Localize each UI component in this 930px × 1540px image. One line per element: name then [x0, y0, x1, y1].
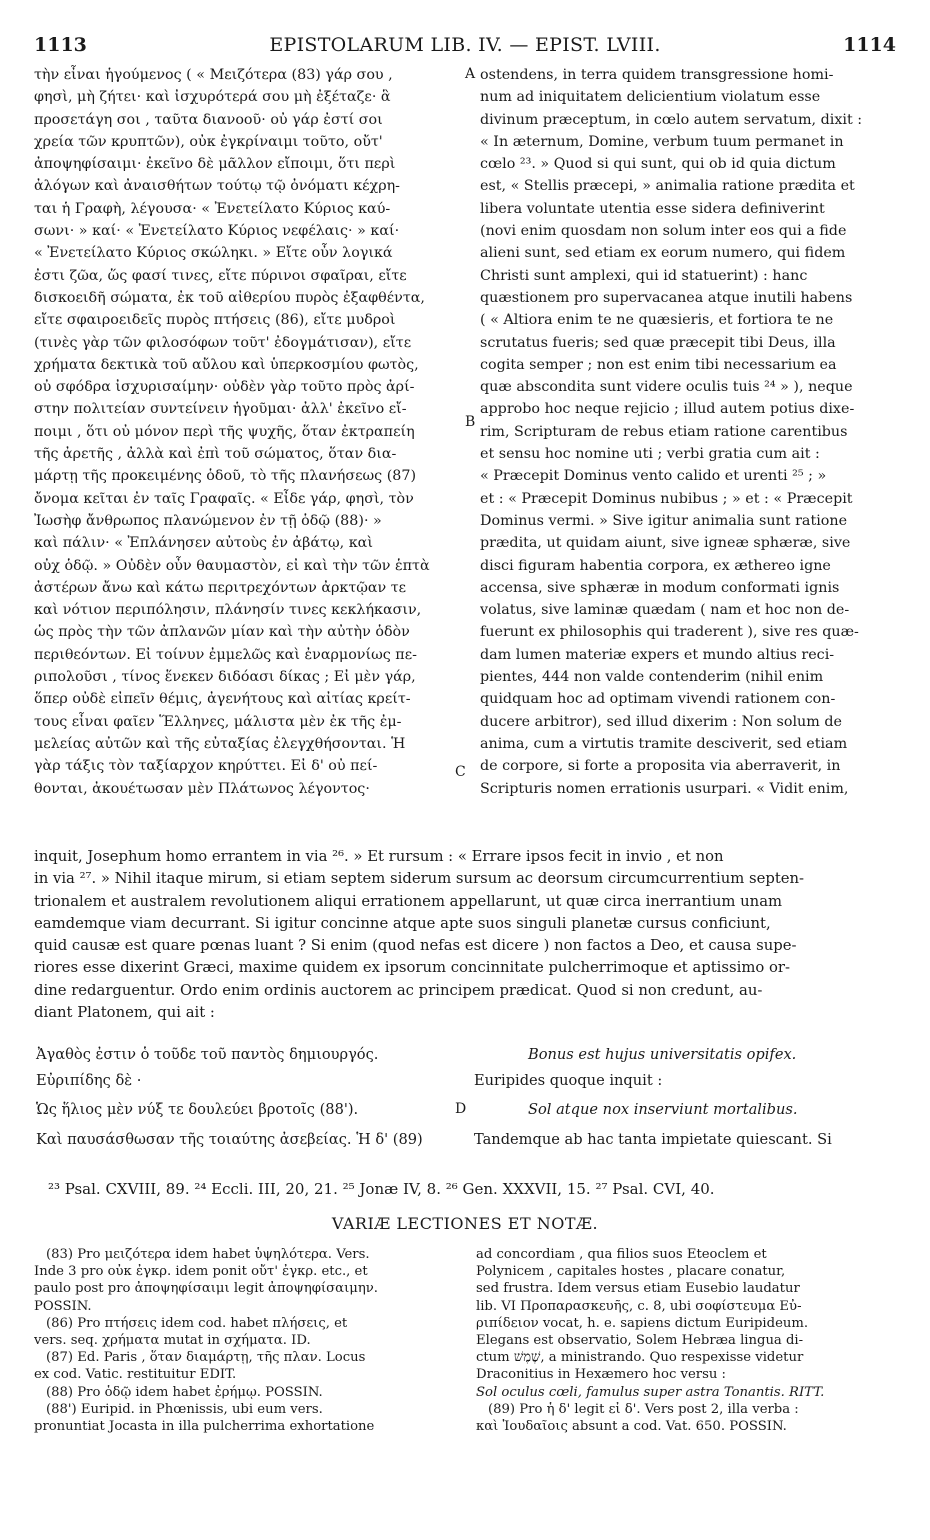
note-line: Draconitius in Hexæmero hoc versu : — [476, 1367, 726, 1383]
note-line: (89) Pro ἡ δ' legit εἰ δ'. Vers post 2, illa verba : — [488, 1401, 799, 1417]
note-line: pronuntiat Jocasta in illa pulcherrima exhortatione — [34, 1418, 375, 1434]
full-width-line: diant Platonem, qui ait : — [34, 1004, 215, 1022]
quote-greek-euripides: Ὡς ἥλιος μὲν νύξ τε δουλεύει βροτοῖς (88'). — [36, 1101, 359, 1118]
greek-text-line: ται ἡ Γραφὴ, λέγουσα· « Ἐνετείλατο Κύριος καύ- — [34, 200, 391, 217]
greek-text-line: ριπολοῦσι , τίνος ἕνεκεν διδόασι δίκας ; Εἰ μὲν γάρ, — [34, 669, 416, 686]
greek-text-line: ἐστι ζῶα, ὥς φασί τινες, εἴτε πύρινοι σφαῖραι, εἴτε — [34, 267, 407, 284]
margin-letter-d: D — [455, 1101, 467, 1117]
greek-text-line: τῆς ἀρετῆς , ἀλλὰ καὶ ἐπὶ τοῦ σώματος, ὅταν δια- — [34, 446, 397, 463]
latin-text-line: et : « Præcepit Dominus nubibus ; » et : « Præcepit — [480, 490, 853, 507]
greek-text-line: οὐ σφόδρα ἰσχυρισαίμην· οὐδὲν γὰρ τοῦτο πρὸς ἀρί- — [34, 379, 415, 396]
greek-text-line: χρήματα δεκτικὰ τοῦ αὔλου καὶ ὑπερκοσμίου φωτὸς, — [34, 356, 419, 373]
note-line: ctum שֶׁמֶשׁ, a ministrando. Quo respexisse videtur — [476, 1350, 804, 1366]
greek-text-line: οὐχ ὁδῷ. » Οὐδὲν οὖν θαυμαστὸν, εἰ καὶ τὴν τῶν ἑπτὰ — [34, 557, 430, 574]
full-width-text — [34, 846, 896, 1024]
note-line: (83) Pro μειζότερα idem habet ὑψηλότερα. Vers. — [46, 1247, 370, 1262]
latin-text-line: ( « Altiora enim te ne quæsieris, et fortiora te ne — [480, 312, 834, 329]
latin-text-line: ducere arbitror), sed illud dixerim : Non solum de — [480, 713, 842, 730]
greek-text-column — [34, 64, 474, 800]
latin-text-line: Dominus vermi. » Sive igitur animalia sunt ratione — [480, 512, 848, 529]
note-line: ριπίδειον vocat, h. e. sapiens dictum Euripideum. — [476, 1315, 809, 1331]
greek-text-line: στην πολιτείαν συντείνειν ἡγοῦμαι· ἀλλ' ἐκεῖνο εἴ- — [34, 401, 407, 418]
note-line: ex cod. Vatic. restituitur EDIT. — [34, 1367, 237, 1383]
greek-text-line: ἀλόγων καὶ ἀναισθήτων τούτῳ τῷ ὀνόματι κέχρη- — [34, 178, 400, 195]
note-line: Elegans est observatio, Solem Hebræa lingua di- — [476, 1332, 804, 1348]
greek-text-line: ἀστέρων ἄνω καὶ κάτω περιτρεχόντων ἀρκτῷαν τε — [34, 579, 407, 596]
margin-letter-b: B — [465, 414, 476, 430]
latin-text-line: disci figuram habentia corpora, ex æthereo igne — [480, 557, 831, 574]
greek-text-line: δισκοειδῆ σώματα, ἐκ τοῦ αἰθερίου πυρὸς ἐξαφθέντα, — [34, 289, 425, 306]
full-width-line: trionalem et australem revolutionem aliqui errationem appellarunt, ut quæ circa inerrantium unam — [34, 892, 783, 910]
latin-text-line: et sensu hoc nomine uti ; verbi gratia cum ait : — [480, 446, 820, 463]
note-line: ad concordiam , qua filios suos Eteoclem et — [476, 1247, 767, 1262]
greek-text-line: περιθεόντων. Εἰ τοίνυν ἐμμελῶς καὶ ἐναρμονίως πε- — [34, 646, 417, 663]
quote-greek-euripides-intro: Εὐριπίδης δὲ · — [36, 1072, 142, 1089]
greek-text-line: ἀποψηφίσαιμι· ἐκεῖνο δὲ μᾶλλον εἴποιμι, ὅτι περὶ — [34, 156, 396, 173]
scripture-references: ²³ Psal. CXVIII, 89. ²⁴ Eccli. III, 20, 21. ²⁵ Jonæ IV, 8. ²⁶ Gen. XXXVII, 15. ²⁷ Psal. CVI, 40. — [48, 1180, 715, 1198]
latin-text-line: « Præcepit Dominus vento calido et urenti ²⁵ ; » — [480, 468, 827, 485]
latin-text-line: (novi enim quosdam non solum inter eos qui a fide — [480, 223, 847, 240]
margin-letter-a: A — [465, 66, 476, 82]
quote-latin-euripides-intro: Euripides quoque inquit : — [474, 1072, 663, 1089]
greek-text-line: τὴν εἶναι ἡγούμενος ( « Μειζότερα (83) γάρ σου , — [34, 67, 393, 83]
note-line: POSSIN. — [34, 1298, 92, 1314]
note-line: Sol oculus cœli, famulus super astra Tonantis. RITT. — [476, 1384, 825, 1400]
page-number-right: 1114 — [843, 34, 896, 56]
full-width-line: in via ²⁷. » Nihil itaque mirum, si etiam septem siderum sursum ac deorsum circumcurrentium septen- — [34, 870, 805, 888]
notes-heading: VARIÆ LECTIONES ET NOTÆ. — [331, 1214, 599, 1233]
latin-text-line: cogita semper ; non est enim tibi necessarium ea — [480, 356, 837, 373]
full-width-line: inquit, Josephum homo errantem in via ²⁶. » Et rursum : « Errare ipsos fecit in invio , et non — [34, 848, 724, 865]
latin-text-line: ostendens, in terra quidem transgressione homi- — [480, 67, 834, 83]
greek-text-line: γὰρ τάξις τὸν ταξίαρχον κηρύττει. Εἰ δ' οὐ πεί- — [34, 758, 378, 775]
latin-text-line: divinum præceptum, in cœlo autem servatum, dixit : — [480, 111, 863, 128]
page-header — [34, 34, 896, 58]
full-width-line: riores esse dixerint Græci, maxime quidem ex ipsorum concinnitate pulcherrimoque et aptissimo or- — [34, 959, 790, 977]
greek-text-line: προσετάγη σοι , ταῦτα διανοοῦ· οὐ γάρ ἐστί σοι — [34, 111, 383, 128]
note-line: vers. seq. χρήματα mutat in σχήματα. ID. — [34, 1332, 311, 1348]
latin-text-line: alieni sunt, sed etiam ex eorum numero, qui fidem — [480, 245, 846, 262]
greek-text-line: φησὶ, μὴ ζήτει· καὶ ἰσχυρότερά σου μὴ ἐξέταζε· ἃ — [34, 89, 391, 106]
greek-text-line: θονται, ἀκουέτωσαν μὲν Πλάτωνος λέγοντος· — [34, 780, 370, 797]
margin-letter-c: C — [455, 764, 466, 780]
latin-text-line: quæ abscondita sunt videre oculis tuis ²⁴ » ), neque — [480, 379, 853, 396]
note-line: sed frustra. Idem versus etiam Eusebio laudatur — [476, 1281, 800, 1297]
notes-right-column — [476, 1246, 896, 1435]
latin-text-line: accensa, sive sphæræ in modum conformati ignis — [480, 579, 840, 596]
note-line: (88) Pro ὁδῷ idem habet ἐρήμῳ. POSSIN. — [46, 1384, 323, 1400]
latin-text-line: approbo hoc neque rejicio ; illud autem potius dixe- — [480, 401, 855, 418]
latin-text-line: Scripturis nomen errationis usurpari. « Vidit enim, — [480, 780, 849, 797]
notes-left-column — [34, 1246, 454, 1435]
quote-latin-plato: Bonus est hujus universitatis opifex. — [528, 1046, 797, 1063]
latin-text-line: quidquam hoc ad optimam vivendi rationem con- — [480, 691, 836, 708]
quote-latin-euripides: Sol atque nox inserviunt mortalibus. — [528, 1101, 798, 1118]
note-line: (86) Pro πτήσεις idem cod. habet πλήσεις, et — [46, 1315, 348, 1331]
latin-text-line: rim, Scripturam de rebus etiam ratione carentibus — [480, 423, 848, 440]
latin-text-line: anima, cum a virtutis tramite desciverit, sed etiam — [480, 735, 848, 752]
greek-text-line: ὅπερ οὐδὲ εἰπεῖν θέμις, ἀγενήτους καὶ αἰτίας κρείτ- — [34, 691, 411, 708]
greek-text-line: καὶ πάλιν· « Ἐπλάνησεν αὐτοὺς ἐν ἀβάτῳ, καὶ — [34, 535, 373, 552]
greek-text-line: χρεία τῶν κρυπτῶν), οὐκ ἐγκρίναιμι τοῦτο, οὔτ' — [34, 133, 383, 150]
full-width-line: eamdemque viam decurrant. Si igitur concinne atque apte suos singuli planetæ cursus conficiunt, — [34, 914, 771, 932]
latin-text-line: fuerunt ex philosophis qui traderent ), sive res quæ- — [480, 624, 859, 641]
running-title: EPISTOLARUM LIB. IV. — EPIST. LVIII. — [269, 34, 661, 56]
note-line: καὶ Ἰουδαῖοις absunt a cod. Vat. 650. POSSIN. — [476, 1418, 787, 1434]
greek-text-line: καὶ νότιον περιπόλησιν, πλάνησίν τινες κεκλήκασιν, — [34, 602, 422, 619]
closing-greek-line: Καὶ παυσάσθωσαν τῆς τοιαύτης ἀσεβείας. Ἡ δ' (89) — [36, 1131, 423, 1148]
quote-greek-plato: Ἀγαθὸς ἐστιν ὁ τοῦδε τοῦ παντὸς δημιουργός. — [36, 1046, 379, 1063]
note-line: lib. VI Προπαρασκευῆς, c. 8, ubi σοφίστευμα Εὐ- — [476, 1298, 802, 1314]
page-number-left: 1113 — [34, 34, 87, 56]
latin-text-line: scrutatus fueris; sed quæ præcepit tibi Deus, illa — [480, 334, 836, 351]
latin-text-line: libera voluntate utentia esse sidera definiverint — [480, 200, 825, 217]
greek-text-line: ποιμι , ὅτι οὐ μόνον περὶ τῆς ψυχῆς, ὅταν ἐκτραπείη — [34, 423, 415, 440]
latin-text-line: volatus, sive laminæ quædam ( nam et hoc non de- — [480, 602, 850, 619]
greek-text-line: μελείας αὐτῶν καὶ τῆς εὐταξίας ἐλεγχθήσονται. Ἡ — [34, 735, 406, 752]
greek-text-line: σωνι· » καί· « Ἐνετείλατο Κύριος νεφέλαις· » καί· — [34, 223, 400, 240]
latin-text-line: « In æternum, Domine, verbum tuum permanet in — [480, 133, 844, 150]
closing-latin-line: Tandemque ab hac tanta impietate quiescant. Si — [474, 1131, 832, 1148]
note-line: (87) Ed. Paris , ὅταν διαμάρτῃ, τῆς πλαν. Locus — [46, 1350, 366, 1366]
latin-text-line: cœlo ²³. » Quod si qui sunt, qui ob id quia dictum — [480, 156, 836, 173]
latin-text-line: Christi sunt amplexi, qui id statuerint) : hanc — [480, 267, 808, 284]
greek-text-line: ὡς πρὸς τὴν τῶν ἀπλανῶν μίαν καὶ τὴν αὐτὴν ὁδὸν — [34, 624, 410, 641]
greek-text-line: Ἰωσὴφ ἄνθρωπος πλανώμενον ἐν τῇ ὁδῷ (88)· » — [34, 512, 382, 529]
latin-text-line: quæstionem pro supervacanea atque inutili habens — [480, 289, 853, 306]
note-line: Inde 3 pro οὐκ ἐγκρ. idem ponit οὔτ' ἐγκρ. etc., et — [34, 1264, 368, 1280]
greek-text-line: (τινὲς γὰρ τῶν φιλοσόφων τοῦτ' ἐδογμάτισαν), εἴτε — [34, 334, 412, 351]
latin-text-line: est, « Stellis præcepi, » animalia ratione prædita et — [480, 178, 855, 195]
latin-text-line: dam lumen materiæ expers et mundo altius reci- — [480, 646, 835, 663]
note-line: Polynicem , capitales hostes , placare conatur, — [476, 1264, 786, 1280]
latin-text-line: num ad iniquitatem delicientium violatum esse — [480, 89, 821, 106]
full-width-line: quid causæ est quare pœnas luant ? Si enim (quod nefas est dicere ) non factos a Deo, et causa supe- — [34, 937, 797, 955]
latin-text-line: prædita, ut quidam aiunt, sive igneæ sphæræ, sive — [480, 535, 851, 552]
full-width-line: dine redarguentur. Ordo enim ordinis auctorem ac principem prædicat. Quod si non credunt, au- — [34, 981, 763, 999]
greek-text-line: τους εἶναι φαῖεν Ἕλληνες, μάλιστα μὲν ἐκ τῆς ἐμ- — [34, 713, 402, 730]
latin-text-line: de corpore, si forte a proposita via aberraverit, in — [480, 758, 841, 775]
latin-text-column — [480, 64, 898, 800]
latin-text-line: pientes, 444 non valde contenderim (nihil enim — [480, 669, 824, 686]
note-line: paulo post pro ἀποψηφίσαιμι legit ἀποψηφίσαιμην. — [34, 1281, 378, 1297]
greek-text-line: εἴτε σφαιροειδεῖς πυρὸς πτήσεις (86), εἴτε μυδροὶ — [34, 312, 396, 329]
greek-text-line: « Ἐνετείλατο Κύριος σκώληκι. » Εἴτε οὖν λογικά — [34, 245, 393, 262]
note-line: (88') Euripid. in Phœnissis, ubi eum vers. — [46, 1401, 323, 1417]
greek-text-line: ὄνομα κεῖται ἐν ταῖς Γραφαῖς. « Εἶδε γάρ, φησὶ, τὸν — [34, 490, 414, 507]
greek-text-line: μάρτῃ τῆς προκειμένης ὁδοῦ, τὸ τῆς πλανήσεως (87) — [34, 468, 417, 485]
